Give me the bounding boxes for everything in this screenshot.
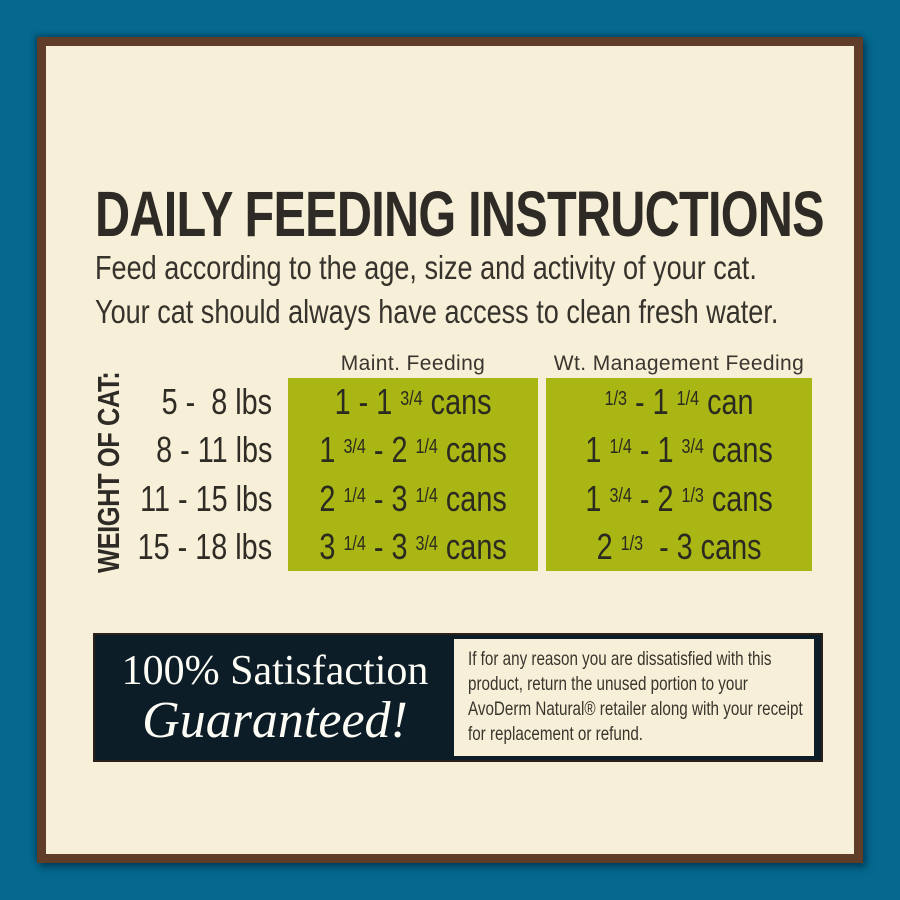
guarantee-body-line-1: If for any reason you are dissatisfied with this (468, 648, 772, 670)
intro-line-2: Your cat should always have access to clean fresh water. (95, 293, 779, 330)
weight-row-4: 15 - 18 lbs (137, 525, 272, 567)
intro-line-1: Feed according to the age, size and activity of your cat. (95, 249, 757, 286)
guarantee-headline-line1: 100% Satisfaction (121, 647, 429, 694)
guarantee-bar (93, 633, 823, 762)
guarantee-body-line-4: for replacement or refund. (468, 723, 644, 745)
wt-mgmt-cell-3: 1 $^{3/4}$ - 2 $^{1/3}$ cans (585, 477, 773, 519)
wt-mgmt-cell-1: $^{1/3}$ - 1 $^{1/4}$ can (604, 381, 754, 423)
weight-row-2: 8 - 11 lbs (155, 429, 272, 471)
guarantee-body-line-3: AvoDerm Natural® retailer along with your receipt (468, 698, 803, 720)
maint-cell-3: 2 $^{1/4}$ - 3 $^{1/4}$ cans (319, 477, 507, 519)
maint-feeding-column (288, 378, 538, 571)
guarantee-text-box (454, 639, 814, 756)
maint-cell-4: 3 $^{1/4}$ - 3 $^{3/4}$ cans (319, 525, 507, 567)
weight-row-1: 5 - 8 lbs (161, 381, 272, 423)
feeding-label-panel (37, 37, 863, 863)
wt-management-feeding-column (546, 378, 812, 571)
guarantee-body-line-2: product, return the unused portion to your (468, 673, 748, 695)
weight-rows (102, 378, 272, 571)
wt-mgmt-cell-2: 1 $^{1/4}$ - 1 $^{3/4}$ cans (585, 429, 773, 471)
weight-of-cat-axis-label: WEIGHT OF CAT: (91, 371, 126, 573)
guarantee-headline-line2: Guaranteed! (142, 691, 408, 749)
weight-row-3: 11 - 15 lbs (139, 477, 272, 519)
intro-text (95, 246, 778, 334)
column-header-maint-feeding: Maint. Feeding (340, 352, 486, 375)
column-header-wt-management-feeding: Wt. Management Feeding (553, 352, 805, 375)
maint-cell-1: 1 - 1 $^{3/4}$ cans (334, 381, 492, 423)
page-title: DAILY FEEDING INSTRUCTIONS (95, 178, 824, 250)
maint-cell-2: 1 $^{3/4}$ - 2 $^{1/4}$ cans (319, 429, 507, 471)
wt-mgmt-cell-4: 2 $^{1/3}$ - 3 cans (596, 525, 762, 567)
guarantee-headline (95, 635, 455, 760)
